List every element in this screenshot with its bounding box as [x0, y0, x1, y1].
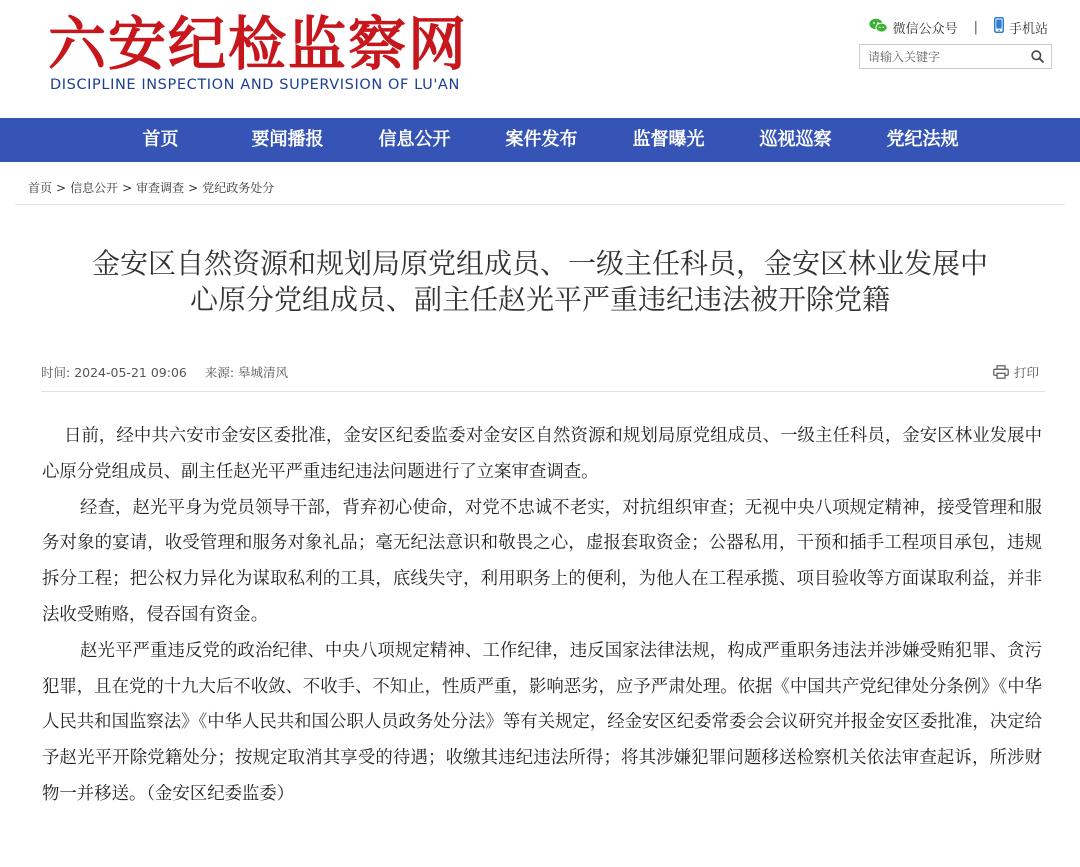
top-links — [869, 17, 1048, 37]
article-title-line-1: 金安区自然资源和规划局原党组成员、一级主任科员，金安区林业发展中 — [91, 247, 988, 280]
nav-item-case-release[interactable]: 案件发布 — [505, 129, 578, 150]
site-logo-chinese[interactable]: 六安纪检监察网 — [48, 10, 469, 78]
breadcrumb-party-discipline[interactable]: 党纪政务处分 — [202, 181, 275, 195]
top-links-separator: | — [973, 19, 978, 35]
publish-time: 2024-05-21 09:06 — [74, 365, 187, 380]
article-source: 皋城清风 — [238, 365, 289, 380]
wechat-link[interactable] — [869, 18, 958, 37]
nav-item-inspection[interactable]: 巡视巡察 — [759, 129, 832, 150]
print-button[interactable] — [993, 363, 1039, 381]
article-body — [42, 419, 1042, 813]
print-label: 打印 — [1013, 365, 1039, 380]
breadcrumb-info-disclosure[interactable]: 信息公开 — [70, 181, 119, 195]
breadcrumb-review-investigation[interactable]: 审查调查 — [136, 181, 185, 195]
nav-item-info-disclosure[interactable]: 信息公开 — [378, 129, 451, 150]
breadcrumb-home[interactable]: 首页 — [28, 181, 53, 195]
mobile-site-link[interactable] — [994, 17, 1048, 37]
article-paragraph-2: 经查，赵光平身为党员领导干部，背弃初心使命，对党不忠诚不老实，对抗组织审查；无视中央八项规定精神，接受管理和服务对象的宴请，收受管理和服务对象礼品；毫无纪法意识和敬畏之心，虚报套取资金；公器私用，干预和插手工程项目承包，违规拆分工程；把公权力异化为谋取私利的工具，底线失守，利用职务上的便利，为他人在工程承揽、项目验收等方面谋取利益，并非法收受贿赂，侵吞国有资金。 — [42, 497, 1042, 625]
nav-item-home[interactable]: 首页 — [142, 129, 179, 150]
site-header — [0, 0, 1080, 118]
article-meta — [41, 363, 1045, 392]
breadcrumb-separator: > — [122, 181, 133, 195]
nav-item-news[interactable]: 要闻播报 — [251, 129, 324, 150]
mobile-phone-icon — [994, 17, 1004, 37]
search-box — [859, 44, 1052, 69]
source-label: 来源: — [204, 365, 235, 380]
breadcrumb-separator: > — [56, 181, 67, 195]
nav-item-supervision-exposure[interactable]: 监督曝光 — [632, 129, 705, 150]
nav-item-party-regulations[interactable]: 党纪法规 — [886, 129, 959, 150]
breadcrumb — [15, 162, 1065, 205]
search-input[interactable] — [860, 46, 1031, 67]
wechat-label: 微信公众号 — [892, 21, 958, 37]
main-nav — [0, 118, 1080, 162]
article-paragraph-3: 赵光平严重违反党的政治纪律、中央八项规定精神、工作纪律，违反国家法律法规，构成严重职务违法并涉嫌受贿犯罪、贪污犯罪，且在党的十九大后不收敛、不收手、不知止，性质严重，影响恶劣，应予严肃处理。依据《中国共产党纪律处分条例》《中华人民共和国监察法》《中华人民共和国公职人员政务处分法》等有关规定，经金安区纪委常委会会议研究并报金安区委批准，决定给予赵光平开除党籍处分；按规定取消其享受的待遇；收缴其违纪违法所得；将其涉嫌犯罪问题移送检察机关依法审查起诉，所涉财物一并移送。（金安区纪委监委） — [42, 640, 1042, 804]
mobile-site-label: 手机站 — [1008, 21, 1048, 37]
article-title-line-2: 心原分党组成员、副主任赵光平严重违纪违法被开除党籍 — [189, 283, 890, 316]
printer-icon — [993, 365, 1009, 379]
time-label: 时间: — [41, 365, 71, 380]
article-paragraph-1: 日前，经中共六安市金安区委批准，金安区纪委监委对金安区自然资源和规划局原党组成员、一级主任科员，金安区林业发展中心原分党组成员、副主任赵光平严重违纪违法问题进行了立案审查调查。 — [42, 426, 1042, 482]
search-icon — [1031, 50, 1044, 63]
search-button[interactable] — [1031, 50, 1044, 63]
wechat-icon — [869, 18, 888, 37]
article-title — [30, 246, 1050, 318]
breadcrumb-separator: > — [188, 181, 199, 195]
site-logo-english: DISCIPLINE INSPECTION AND SUPERVISION OF LU'AN — [50, 77, 460, 93]
